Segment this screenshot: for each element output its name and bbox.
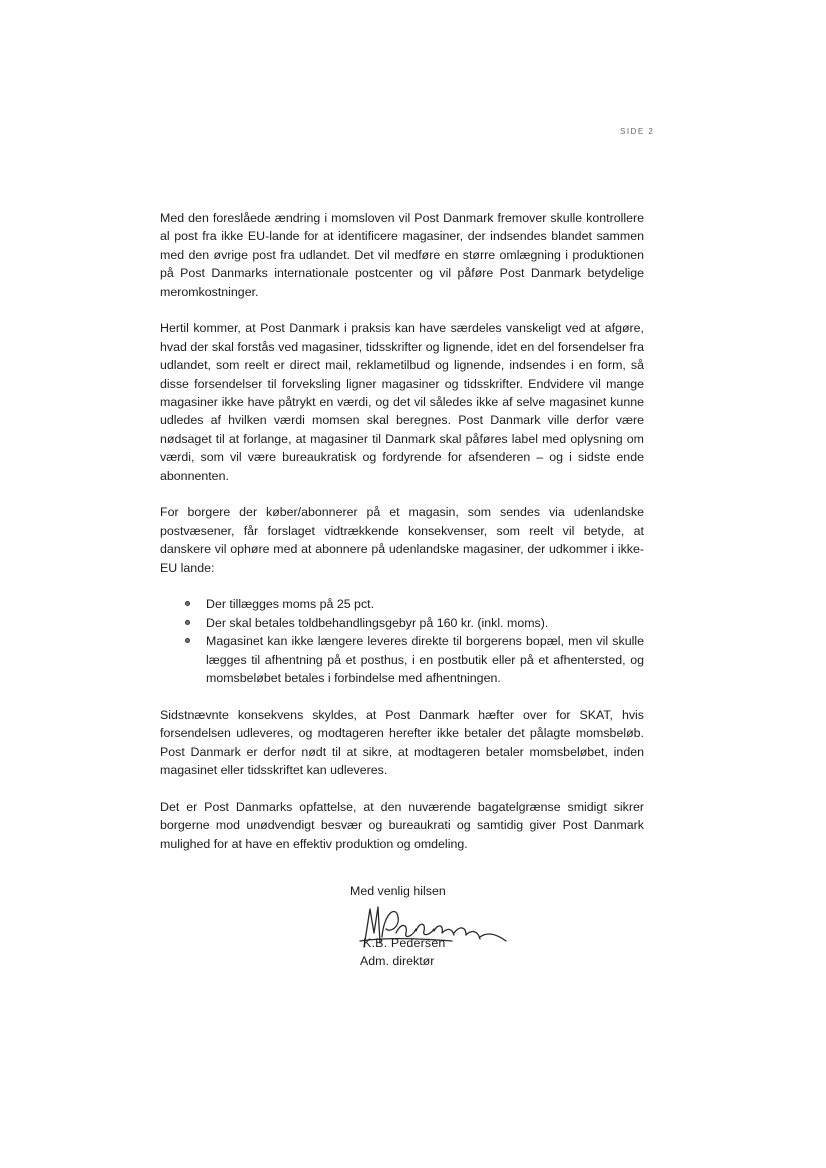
- bullet-icon: [185, 638, 190, 643]
- list-item: [206, 614, 644, 632]
- letter-body: [160, 209, 644, 872]
- paragraph-2: Hertil kommer, at Post Danmark i praksis kan have særdeles vanskeligt ved at afgøre, hvad der skal forstås ved magasiner, tidsskrifter og lignende, idet en del forsendelser fra udlandet, som reelt er direct mail, reklametilbud og lignende, indsendes i en form, så disse forsendelser til forveksling ligner magasiner og tidsskrifter. Endvidere vil mange magasiner ikke have påtrykt en værdi, og det vil således ikke af selve magasinet kunne udledes af hvilken værdi momsen skal beregnes. Post Danmark ville derfor være nødsaget til at forlange, at magasiner til Danmark skal påføres label med oplysning om værdi, som vil være bureaukratisk og fordyrende for afsenderen – og i sidste ende abonnenten.: [160, 321, 644, 483]
- list-item: [206, 595, 644, 613]
- signer-title: Adm. direktør: [360, 954, 435, 968]
- paragraph-4: Sidstnævnte konsekvens skyldes, at Post Danmark hæfter over for SKAT, hvis forsendelsen udleveres, og modtageren herefter ikke betaler det pålagte momsbeløb. Post Danmark er derfor nødt til at sikre, at modtageren betaler momsbeløbet, inden magasinet eller tidsskriftet kan udleveres.: [160, 707, 644, 778]
- list-item-text: Der tillægges moms på 25 pct.: [206, 597, 375, 612]
- paragraph-5: Det er Post Danmarks opfattelse, at den nuværende bagatelgrænse smidigt sikrer borgerne mod unødvendigt besvær og bureaukrati og samtidig giver Post Danmark mulighed for at have en effektiv produktion og omdeling.: [160, 799, 644, 851]
- list-item-text: Der skal betales toldbehandlingsgebyr på 160 kr. (inkl. moms).: [206, 615, 549, 630]
- paragraph-1: Med den foreslåede ændring i momsloven vil Post Danmark fremover skulle kontrollere al post fra ikke EU-lande for at identificere magasiner, der indsendes blandet sammen med den øvrige post fra udlandet. Det vil medføre en større omlægning i produktionen på Post Danmarks internationale postcenter og vil påføre Post Danmark betydelige meromkostninger.: [160, 211, 644, 299]
- bullet-icon: [185, 620, 190, 625]
- signer-name: K.B. Pedersen: [363, 936, 446, 950]
- list-item: [206, 632, 644, 687]
- paragraph-3: For borgere der køber/abonnerer på et magasin, som sendes via udenlandske postvæsener, får forslaget vidtrækkende konsekvenser, som reelt vil betyde, at danskere vil ophøre med at abonnere på udenlandske magasiner, der udkommer i ikke-EU lande:: [160, 505, 644, 575]
- consequence-list: [160, 595, 644, 687]
- closing-greeting: Med venlig hilsen: [350, 884, 446, 898]
- page-number: SIDE 2: [620, 127, 655, 136]
- bullet-icon: [185, 601, 190, 606]
- list-item-text: Magasinet kan ikke længere leveres direkte til borgerens bopæl, men vil skulle lægges til afhentning på et posthus, i en postbutik eller på et afhentersted, og momsbeløbet betales i forbindelse med afhentningen.: [206, 634, 644, 686]
